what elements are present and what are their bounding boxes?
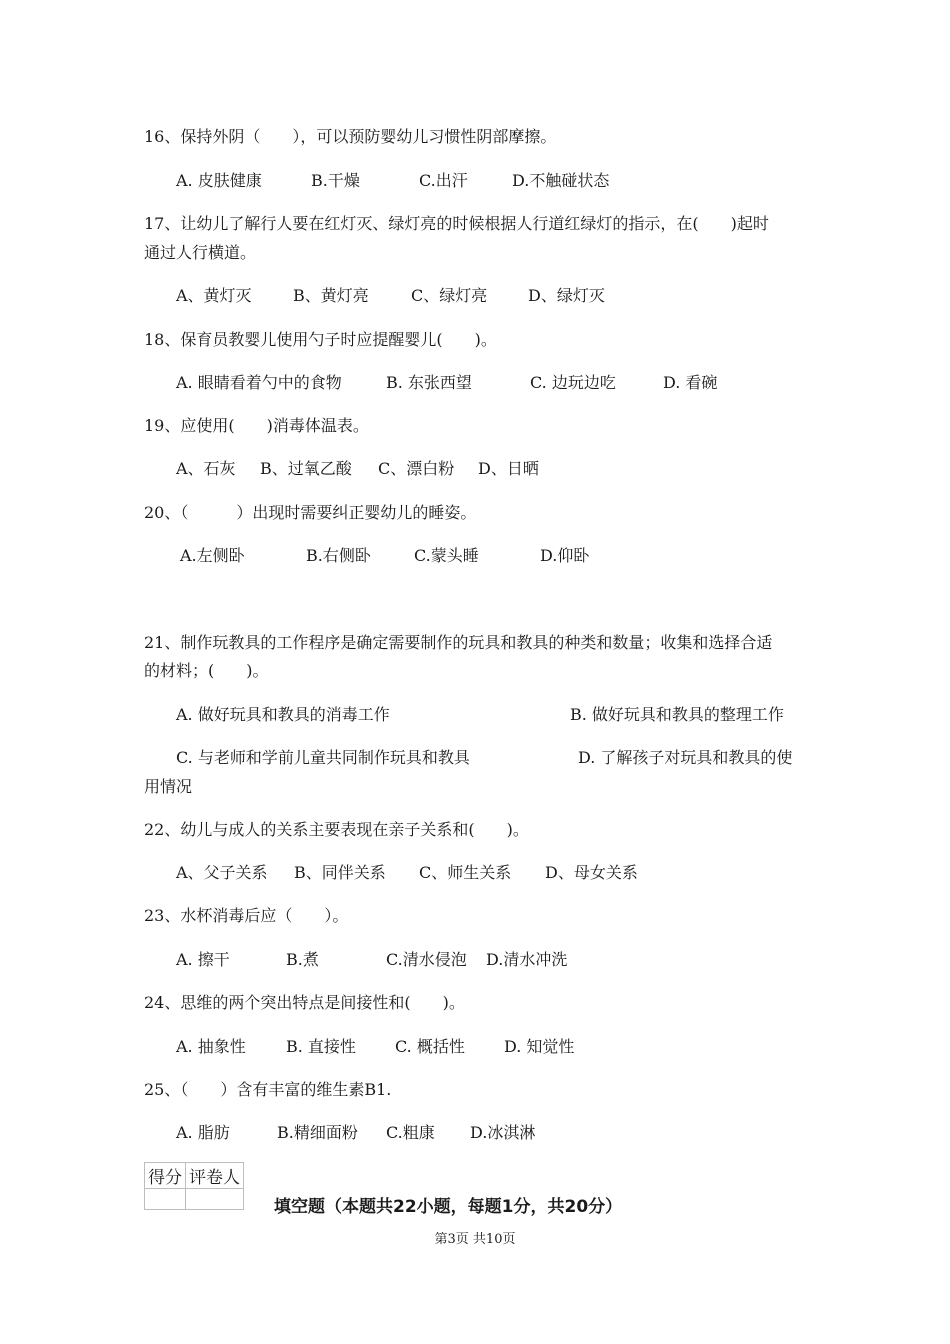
- question-17-text-line2: 通过人行横道。: [144, 243, 257, 262]
- question-18-option-d: D. 看碗: [663, 373, 718, 392]
- question-19-option-c: C、漂白粉: [378, 459, 455, 478]
- grader-cell: [186, 1189, 244, 1210]
- score-cell: [145, 1189, 186, 1210]
- question-24-text: 24、思维的两个突出特点是间接性和( )。: [144, 993, 465, 1012]
- question-22-option-b: B、同伴关系: [294, 863, 386, 882]
- question-22-text: 22、幼儿与成人的关系主要表现在亲子关系和( )。: [144, 820, 529, 839]
- question-22-option-d: D、母女关系: [545, 863, 638, 882]
- question-21-option-b: B. 做好玩具和教具的整理工作: [570, 705, 784, 724]
- question-24-option-b: B. 直接性: [286, 1037, 356, 1056]
- question-17-option-d: D、绿灯灭: [528, 286, 605, 305]
- question-16-text: 16、保持外阴（ ），可以预防婴幼儿习惯性阴部摩擦。: [144, 127, 557, 146]
- question-16-option-b: B.干燥: [311, 171, 360, 190]
- question-18-option-b: B. 东张西望: [386, 373, 472, 392]
- question-23-text: 23、水杯消毒后应（ ）。: [144, 906, 349, 925]
- question-19-option-d: D、日晒: [478, 459, 539, 478]
- question-16-option-c: C.出汗: [419, 171, 468, 190]
- question-21-option-a: A. 做好玩具和教具的消毒工作: [176, 705, 390, 724]
- question-18-option-c: C. 边玩边吃: [530, 373, 616, 392]
- question-21-option-d-line2: 用情况: [144, 777, 193, 796]
- question-20-option-a: A.左侧卧: [180, 546, 245, 565]
- question-17-option-c: C、绿灯亮: [411, 286, 488, 305]
- question-21-text-line2: 的材料；( )。: [144, 661, 269, 680]
- question-17-option-a: A、黄灯灭: [176, 286, 252, 305]
- question-21-option-c: C. 与老师和学前儿童共同制作玩具和教具: [176, 748, 470, 767]
- question-25-option-b: B.精细面粉: [277, 1123, 358, 1142]
- score-box: [144, 1162, 244, 1210]
- question-19-option-a: A、石灰: [176, 459, 236, 478]
- question-18-option-a: A. 眼睛看着勺中的食物: [176, 373, 342, 392]
- section-title: 填空题（本题共22小题，每题1分，共20分）: [274, 1197, 623, 1217]
- question-25-option-a: A. 脂肪: [176, 1123, 230, 1142]
- question-18-text: 18、保育员教婴儿使用勺子时应提醒婴儿( )。: [144, 330, 497, 349]
- question-17-text-line1: 17、让幼儿了解行人要在红灯灭、绿灯亮的时候根据人行道红绿灯的指示，在( )起时: [144, 214, 769, 233]
- question-24-option-d: D. 知觉性: [504, 1037, 575, 1056]
- question-23-option-c: C.清水侵泡: [386, 950, 467, 969]
- question-20-text: 20、（ ）出现时需要纠正婴幼儿的睡姿。: [144, 503, 477, 522]
- question-23-option-a: A. 擦干: [176, 950, 230, 969]
- question-17-option-b: B、黄灯亮: [293, 286, 369, 305]
- question-22-option-c: C、师生关系: [419, 863, 512, 882]
- question-21-text-line1: 21、制作玩教具的工作程序是确定需要制作的玩具和教具的种类和数量；收集和选择合适: [144, 633, 773, 652]
- question-16-option-a: A. 皮肤健康: [176, 171, 262, 190]
- question-24-option-c: C. 概括性: [395, 1037, 465, 1056]
- question-16-option-d: D.不触碰状态: [512, 171, 610, 190]
- question-23-option-b: B.煮: [286, 950, 319, 969]
- question-21-option-d-line1: D. 了解孩子对玩具和教具的使: [578, 748, 793, 767]
- question-20-option-d: D.仰卧: [540, 546, 590, 565]
- question-25-option-c: C.粗康: [386, 1123, 435, 1142]
- question-25-option-d: D.冰淇淋: [470, 1123, 536, 1142]
- question-19-text: 19、应使用( )消毒体温表。: [144, 416, 369, 435]
- score-label: 得分: [145, 1163, 186, 1189]
- question-20-option-c: C.蒙头睡: [414, 546, 479, 565]
- question-22-option-a: A、父子关系: [176, 863, 268, 882]
- question-24-option-a: A. 抽象性: [176, 1037, 246, 1056]
- grader-label: 评卷人: [186, 1163, 244, 1189]
- question-23-option-d: D.清水冲洗: [486, 950, 568, 969]
- question-20-option-b: B.右侧卧: [306, 546, 371, 565]
- question-19-option-b: B、过氧乙酸: [260, 459, 352, 478]
- question-25-text: 25、（ ）含有丰富的维生素B1.: [144, 1080, 392, 1099]
- page-footer: 第3页 共10页: [434, 1232, 516, 1247]
